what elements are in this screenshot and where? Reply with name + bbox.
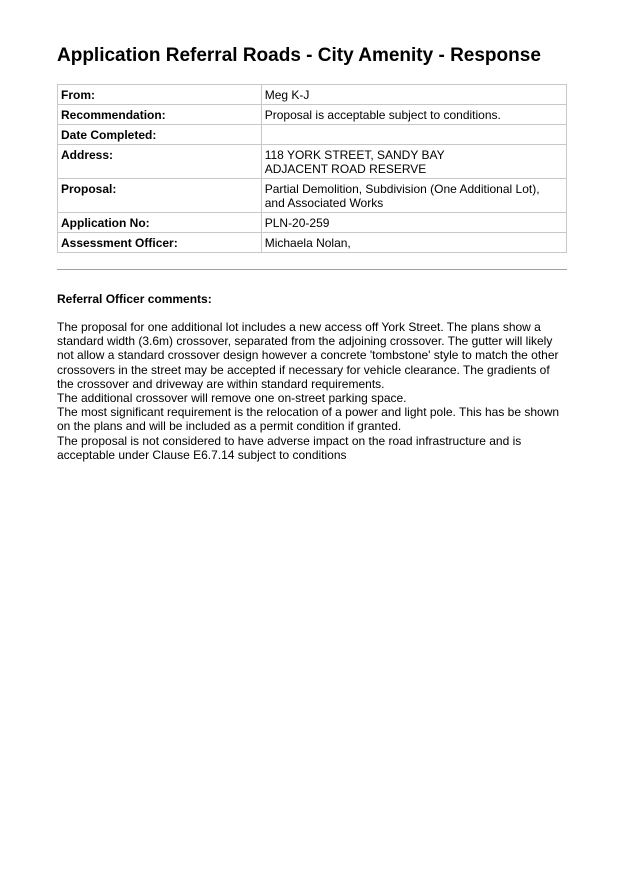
comment-paragraph [57,391,572,405]
referral-details-table [57,84,567,253]
comment-paragraph [57,405,572,433]
proposal-value [261,179,566,213]
comment-paragraph [57,320,572,391]
section-divider [57,269,567,270]
address-line-1: 118 YORK STREET, SANDY BAY [264,148,445,162]
address-value [261,145,566,179]
date-completed-value [261,125,566,145]
comments-heading: Referral Officer comments: [57,292,212,306]
comment-paragraph [57,434,572,462]
address-line-2: ADJACENT ROAD RESERVE [264,162,427,176]
address-label: Address: [58,145,262,179]
comment-line: acceptable under Clause E6.7.14 subject to conditions [57,447,347,462]
application-no-value-line: PLN-20-259 [264,216,330,230]
table-row-from [58,85,567,105]
table-row-address [58,145,567,179]
page-title: Application Referral Roads - City Amenity - Response [57,45,541,66]
comment-line: the crossover and driveway are within standard requirements. [57,376,385,391]
proposal-line-2: and Associated Works [264,196,384,210]
from-value [261,85,566,105]
table-row-proposal [58,179,567,213]
proposal-label: Proposal: [58,179,262,213]
assessment-officer-label: Assessment Officer: [58,233,262,253]
referral-comments [57,320,572,462]
comment-line: The most significant requirement is the relocation of a power and light pole. This has be shown [57,405,560,420]
application-no-value [261,213,566,233]
table-row-date-completed [58,125,567,145]
table-row-assessment-officer [58,233,567,253]
from-value-line: Meg K-J [264,88,310,102]
comment-line: The proposal for one additional lot includes a new access off York Street. The plans show a [57,320,541,334]
from-label: From: [58,85,262,105]
assessment-officer-value [261,233,566,253]
assessment-officer-value-line: Michaela Nolan, [264,236,351,250]
comment-line: on the plans and will be included as a permit condition if granted. [57,419,402,434]
recommendation-label: Recommendation: [58,105,262,125]
table-row-recommendation [58,105,567,125]
comment-line: not allow a standard crossover design however a concrete 'tombstone' style to match the other [57,348,559,363]
recommendation-value-line: Proposal is acceptable subject to conditions. [264,108,501,122]
comment-line: The proposal is not considered to have adverse impact on the road infrastructure and is [57,433,522,448]
proposal-line-1: Partial Demolition, Subdivision (One Additional Lot), [264,182,540,196]
comment-line: crossovers in the street may be accepted if necessary for vehicle clearance. The gradients of [57,362,550,377]
comment-line: The additional crossover will remove one on-street parking space. [57,391,407,406]
comment-line: standard width (3.6m) crossover, separated from the adjoining crossover. The gutter will likely [57,334,553,349]
application-no-label: Application No: [58,213,262,233]
table-row-application-no [58,213,567,233]
recommendation-value [261,105,566,125]
date-completed-label: Date Completed: [58,125,262,145]
